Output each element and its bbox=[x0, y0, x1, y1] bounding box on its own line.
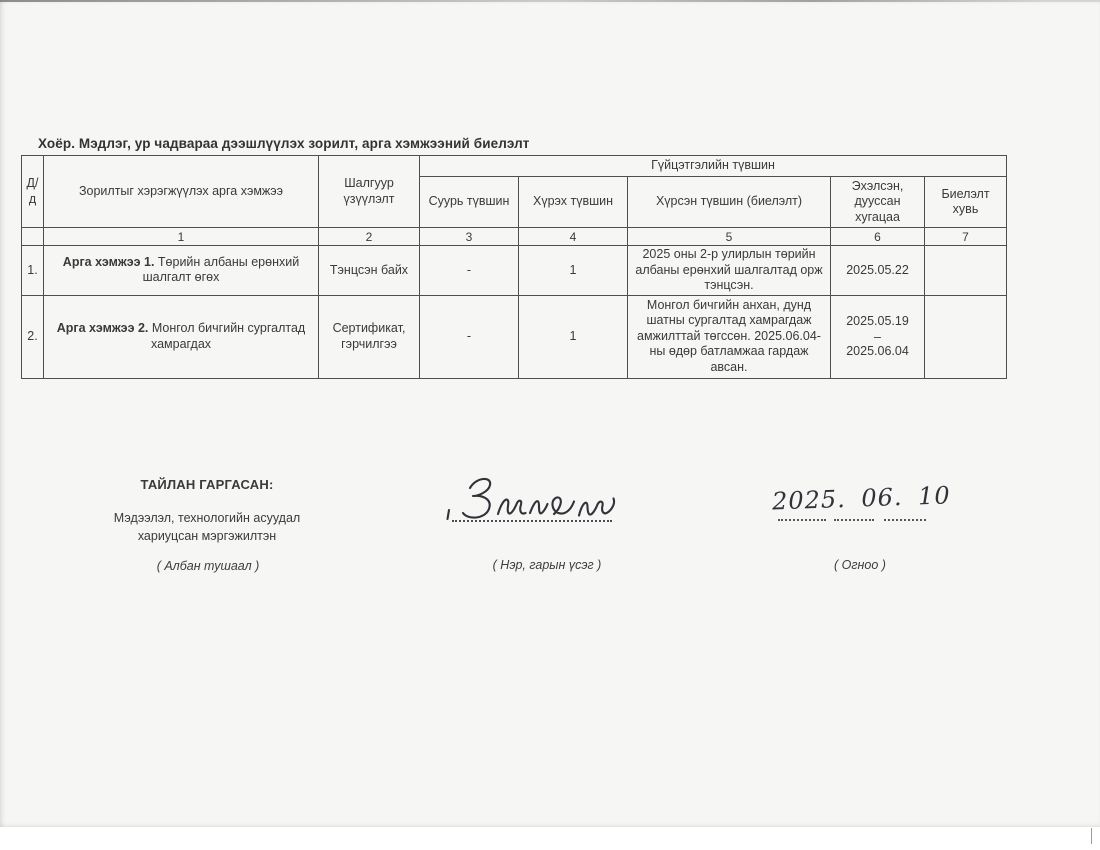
col-header-target-level: Хүрэх түвшин bbox=[519, 177, 628, 228]
cell-row1-base: - bbox=[420, 246, 519, 296]
name-signature-caption: ( Нэр, гарын үсэг ) bbox=[492, 558, 602, 572]
handwritten-date: 2025. 06. 10 bbox=[771, 481, 952, 516]
cell-row2-target: 1 bbox=[519, 295, 628, 378]
table-row-2 bbox=[22, 295, 1007, 378]
col-header-achieved-level: Хүрсэн түвшин (биелэлт) bbox=[628, 177, 831, 228]
scan-edge-right-mark bbox=[1091, 828, 1092, 844]
colnum-5: 5 bbox=[628, 228, 831, 246]
table-row-1 bbox=[22, 246, 1007, 296]
col-header-measure: Зорилтыг хэрэгжүүлэх арга хэмжээ bbox=[44, 156, 319, 228]
section-title: Хоёр. Мэдлэг, ур чадвараа дээшлүүлэх зорилт, арга хэмжээний биелэлт bbox=[38, 136, 530, 151]
cell-row2-period bbox=[831, 295, 925, 378]
position-text bbox=[96, 509, 318, 545]
col-header-period: Эхэлсэн, дууссан хугацаа bbox=[831, 177, 925, 228]
colnum-2: 2 bbox=[319, 228, 420, 246]
signature-dotted-line bbox=[452, 519, 612, 522]
column-number-row bbox=[22, 228, 1007, 246]
header-row-group bbox=[22, 156, 1007, 177]
cell-row1-achieved: 2025 оны 2-р улирлын төрийн албаны ерөнхий шалгалтад орж тэнцсэн. bbox=[628, 246, 831, 296]
row1-measure-title: Арга хэмжээ 1. bbox=[62, 254, 155, 269]
results-table bbox=[21, 155, 1007, 379]
scan-edge-top bbox=[0, 0, 1100, 2]
position-line-1: Мэдээлэл, технологийн асуудал bbox=[113, 511, 301, 525]
prepared-by-label: ТАЙЛАН ГАРГАСАН: bbox=[140, 477, 274, 492]
colnum-6: 6 bbox=[831, 228, 925, 246]
col-group-performance-level: Гүйцэтгэлийн түвшин bbox=[420, 156, 1007, 177]
cell-row2-base: - bbox=[420, 295, 519, 378]
row2-period-dash: – bbox=[874, 329, 881, 344]
colnum-empty bbox=[22, 228, 44, 246]
cell-row2-achieved: Монгол бичгийн анхан, дунд шатны сургалтад хамрагдаж амжилттай төгссөн. 2025.06.04-ны өдөр батламжаа гардаж авсан. bbox=[628, 295, 831, 378]
row2-period-start: 2025.05.19 bbox=[846, 314, 909, 328]
cell-row2-criteria: Сертификат, гэрчилгээ bbox=[319, 295, 420, 378]
cell-row1-percent bbox=[925, 246, 1007, 296]
col-header-dd: Д/д bbox=[22, 156, 44, 228]
position-caption: ( Албан тушаал ) bbox=[156, 559, 260, 573]
row2-period-end: 2025.06.04 bbox=[846, 343, 909, 358]
colnum-7: 7 bbox=[925, 228, 1007, 246]
colnum-4: 4 bbox=[519, 228, 628, 246]
cell-row2-percent bbox=[925, 295, 1007, 378]
row2-measure-title: Арга хэмжээ 2. bbox=[56, 321, 149, 335]
cell-row1-no: 1. bbox=[22, 246, 44, 296]
colnum-1: 1 bbox=[44, 228, 319, 246]
cell-row1-period: 2025.05.22 bbox=[831, 246, 925, 296]
cell-row2-measure bbox=[44, 295, 319, 378]
date-dotted-line-month bbox=[834, 518, 874, 521]
date-dotted-line-year bbox=[778, 518, 826, 521]
col-header-criteria: Шалгуур үзүүлэлт bbox=[319, 156, 420, 228]
row2-measure-text: Монгол бичгийн сургалтад хамрагдах bbox=[148, 321, 306, 351]
cell-row1-target: 1 bbox=[519, 246, 628, 296]
col-header-percent: Биелэлт хувь bbox=[925, 177, 1007, 228]
date-dotted-line-day bbox=[884, 518, 926, 521]
col-header-base-level: Суурь түвшин bbox=[420, 177, 519, 228]
prepared-by-block bbox=[96, 477, 318, 545]
cell-row2-no: 2. bbox=[22, 295, 44, 378]
date-caption: ( Огноо ) bbox=[834, 558, 886, 572]
cell-row1-criteria: Тэнцсэн байх bbox=[319, 246, 420, 296]
position-line-2: хариуцсан мэргэжилтэн bbox=[137, 529, 277, 543]
cell-row1-measure bbox=[44, 246, 319, 296]
colnum-3: 3 bbox=[420, 228, 519, 246]
row1-measure-text: Төрийн албаны ерөнхий шалгалт өгөх bbox=[142, 254, 300, 285]
